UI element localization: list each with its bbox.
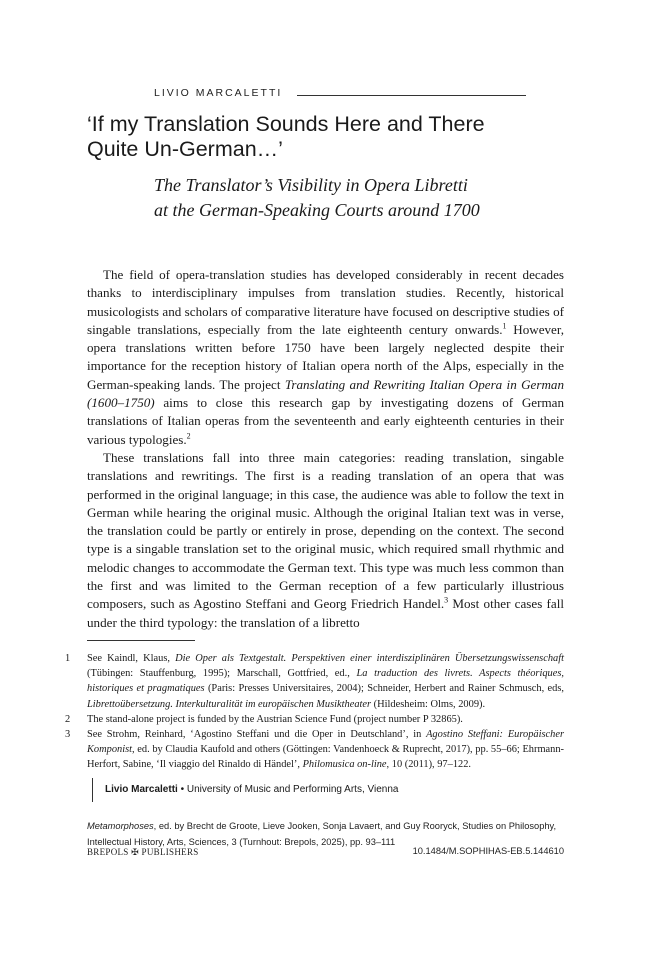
affiliation-separator: • xyxy=(180,784,185,795)
publisher-logo: BREPOLS ✠ PUBLISHERS xyxy=(87,847,199,857)
p1-text-b: However, opera translations written before 1750 have been largely neglected despite their importance for the reception history of Italian opera north of the Alps, especially in the German-speaking lands. The project xyxy=(87,321,564,392)
footnote-number: 3 xyxy=(65,729,71,741)
title-line-2: Quite Un-German…’ xyxy=(87,137,283,161)
affiliation-author: Livio Marcaletti xyxy=(105,784,178,795)
p2-text-a: These translations fall into three main categories: reading translation, singable translations and rewritings. The first is a reading translation of an opera that was performed in the original language; in this case, the audience was able to follow the text in German while hearing the original music. Although the original Italian text was in verse, the translation could be partly or entirely in prose, depending on the context. The second type is a singable translation set to the original music, which required small rhythmic and melodic changes to accommodate the German text. This type was much less common than the first and was limited to the German reception of a few particularly illustrious composers, such as Agostino Steffani and Georg Friedrich Handel. xyxy=(87,449,564,612)
subtitle-line-1: The Translator’s Visibility in Opera Libretti xyxy=(154,175,468,195)
footnotes xyxy=(65,651,564,773)
affiliation-institution: University of Music and Performing Arts, Vienna xyxy=(186,784,399,795)
article-subtitle xyxy=(154,173,574,223)
p2-text-b: Most other cases fall under the third typology: the translation of a libretto xyxy=(87,596,565,630)
pubinfo-line-2: Intellectual History, Arts, Sciences, 3 (Turnhout: Brepols, 2025), pp. 93–111 xyxy=(87,837,396,847)
footnote-number: 2 xyxy=(65,713,71,725)
body-text xyxy=(87,266,564,632)
author-affiliation xyxy=(92,778,398,802)
project-title: Translating and Rewriting Italian Opera in German (1600–1750) xyxy=(87,376,564,411)
article-title xyxy=(87,112,567,162)
title-line-1: ‘If my Translation Sounds Here and There xyxy=(87,112,485,136)
footnote-rule xyxy=(87,640,195,641)
footnote-ref-3[interactable]: 3 xyxy=(444,595,449,605)
footnote-number: 1 xyxy=(65,653,71,664)
footnote-3: 3 See Strohm, Reinhard, ‘Agostino Steffani und die Oper in Deutschland’, in Agostino Steffani: Europäischer Komponist, ed. by Claudia Kaufold and others (Göttingen: Vandenhoeck & Ruprecht, 2017), pp. 55–66; Ehrmann-Herfort, Sabine, ‘Il viaggio del Rinaldo di Händel’, Philomusica on-line, 10 (2011), 97–122. xyxy=(65,729,564,771)
pubinfo-line-1: Metamorphoses, ed. by Brecht de Groote, Lieve Jooken, Sonja Lavaert, and Guy Rooryck, Studies on Philosophy, xyxy=(87,821,557,831)
running-header xyxy=(154,87,526,103)
paragraph-2 xyxy=(87,449,564,632)
footnote-2: 2 The stand-alone project is funded by the Austrian Science Fund (project number P 32865). xyxy=(65,712,564,727)
author-name: LIVIO MARCALETTI xyxy=(154,87,283,99)
footnote-ref-1[interactable]: 1 xyxy=(502,321,507,331)
footnote-ref-2[interactable]: 2 xyxy=(186,431,191,441)
p1-text-c: aims to close this research gap by investigating dozens of German translations of Italian operas from the seventeenth and early eighteenth centuries in their various typologies. xyxy=(87,395,564,447)
paragraph-1 xyxy=(87,266,564,449)
series-title: Metamorphoses xyxy=(87,821,154,831)
p1-text-a: The field of opera-translation studies has developed considerably in recent decades thanks to interdisciplinary impulses from translation studies. Recently, historical musicologists and scholars of comparative literature have focused on descriptive studies of singable translations, especially from the late eighteenth century onwards. xyxy=(87,267,564,337)
subtitle-line-2: at the German-Speaking Courts around 1700 xyxy=(154,200,480,220)
footnote-1: 1 See Kaindl, Klaus, Die Oper als Textgestalt. Perspektiven einer interdisziplinären Übersetzungswissenschaft (Tübingen: Stauffenburg, 1995); Marschall, Gottfried, ed., La traduction des livrets. Aspects théoriques, historiques et pragmatiques (Paris: Presses Universitaires, 2004); Schneider, Herbert and Rainer Schmusch, eds, Librettoübersetzung. Interkulturalität im europäischen Musiktheater (Hildesheim: Olms, 2009). xyxy=(65,653,565,710)
doi[interactable]: 10.1484/M.SOPHIHAS-EB.5.144610 xyxy=(412,846,564,856)
header-rule xyxy=(297,95,526,96)
